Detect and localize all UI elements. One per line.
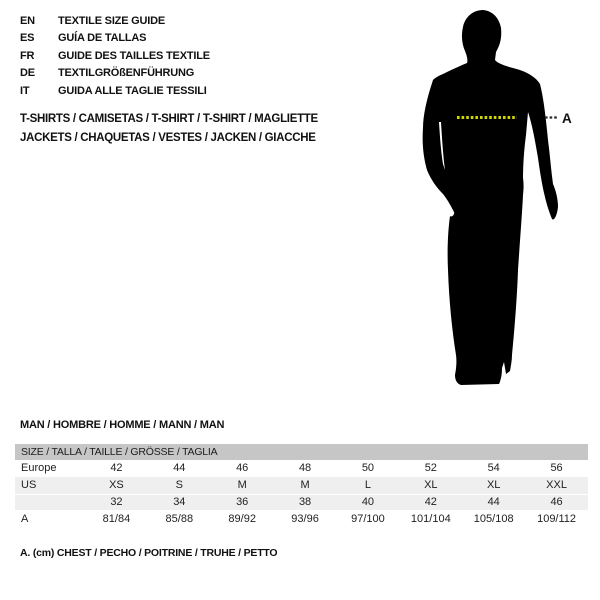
language-row-es <box>20 30 210 48</box>
table-cell: XL <box>486 479 501 492</box>
table-cell: 97/100 <box>351 512 385 525</box>
table-cell: 42 <box>110 462 123 475</box>
chest-measure-footnote: A. (cm) CHEST / PECHO / POITRINE / TRUHE / PETTO <box>20 547 278 559</box>
row-label: Europe <box>21 462 57 475</box>
row-label: A <box>21 512 29 525</box>
table-cell: 34 <box>173 496 186 509</box>
table-cell: 36 <box>236 496 249 509</box>
size-table-header: SIZE / TALLA / TAILLE / GRÖSSE / TAGLIA <box>15 444 588 460</box>
table-row-chest-a <box>15 510 588 527</box>
language-code: IT <box>20 84 30 97</box>
language-label: TEXTILGRÖßENFÜHRUNG <box>58 67 195 80</box>
table-cell: XS <box>109 479 124 492</box>
category-tshirts: T-SHIRTS / CAMISETAS / T-SHIRT / T-SHIRT / MAGLIETTE <box>20 113 318 125</box>
table-cell: L <box>364 479 371 492</box>
man-silhouette-svg <box>405 0 600 390</box>
table-cell: 48 <box>298 462 312 475</box>
language-row-de <box>20 65 210 83</box>
table-cell: 40 <box>361 496 375 509</box>
table-cell: 101/104 <box>410 512 451 525</box>
table-cell: 44 <box>487 496 500 509</box>
category-jackets: JACKETS / CHAQUETAS / VESTES / JACKEN / GIACCHE <box>20 132 316 144</box>
table-cell: 38 <box>298 496 312 509</box>
language-label: GUIDE DES TAILLES TEXTILE <box>58 49 210 62</box>
table-cell: 50 <box>361 462 375 475</box>
table-cell: XL <box>424 479 438 492</box>
table-cell: 81/84 <box>102 512 131 525</box>
table-cell: 85/88 <box>165 512 194 525</box>
table-row-europe <box>15 460 588 477</box>
table-cell: 56 <box>550 462 563 475</box>
table-cell: XXL <box>546 479 567 492</box>
measure-label-a: A <box>562 111 572 126</box>
section-title-man: MAN / HOMBRE / HOMME / MANN / MAN <box>20 419 225 431</box>
language-label: GUIDA ALLE TAGLIE TESSILI <box>58 84 207 97</box>
table-cell: 109/112 <box>537 512 577 525</box>
table-cell: 54 <box>487 462 500 475</box>
table-cell: 32 <box>110 496 123 509</box>
table-row-us <box>15 477 588 494</box>
table-cell: 89/92 <box>228 512 256 525</box>
table-cell: 93/96 <box>291 512 319 525</box>
table-cell: 46 <box>550 496 563 509</box>
category-list <box>20 110 318 148</box>
row-label: US <box>21 479 37 492</box>
language-code: DE <box>20 67 35 80</box>
language-code: EN <box>20 14 35 27</box>
language-row-fr <box>20 47 210 65</box>
table-cell: 44 <box>173 462 186 475</box>
table-cell: 42 <box>424 496 437 509</box>
table-cell: S <box>175 479 183 492</box>
table-cell: 105/108 <box>473 512 514 525</box>
language-label: GUÍA DE TALLAS <box>58 32 147 45</box>
table-cell: M <box>300 479 310 492</box>
table-row-numeric <box>15 494 588 511</box>
size-table <box>15 444 588 527</box>
language-code: FR <box>20 49 35 62</box>
man-silhouette-shape <box>423 10 558 385</box>
language-code: ES <box>20 32 35 45</box>
language-row-it <box>20 82 210 100</box>
man-silhouette-figure <box>405 0 600 390</box>
language-list <box>20 12 210 100</box>
language-label: TEXTILE SIZE GUIDE <box>58 14 166 27</box>
table-cell: 46 <box>236 462 249 475</box>
table-cell: 52 <box>424 462 437 475</box>
language-row-en <box>20 12 210 30</box>
table-cell: M <box>237 479 247 492</box>
